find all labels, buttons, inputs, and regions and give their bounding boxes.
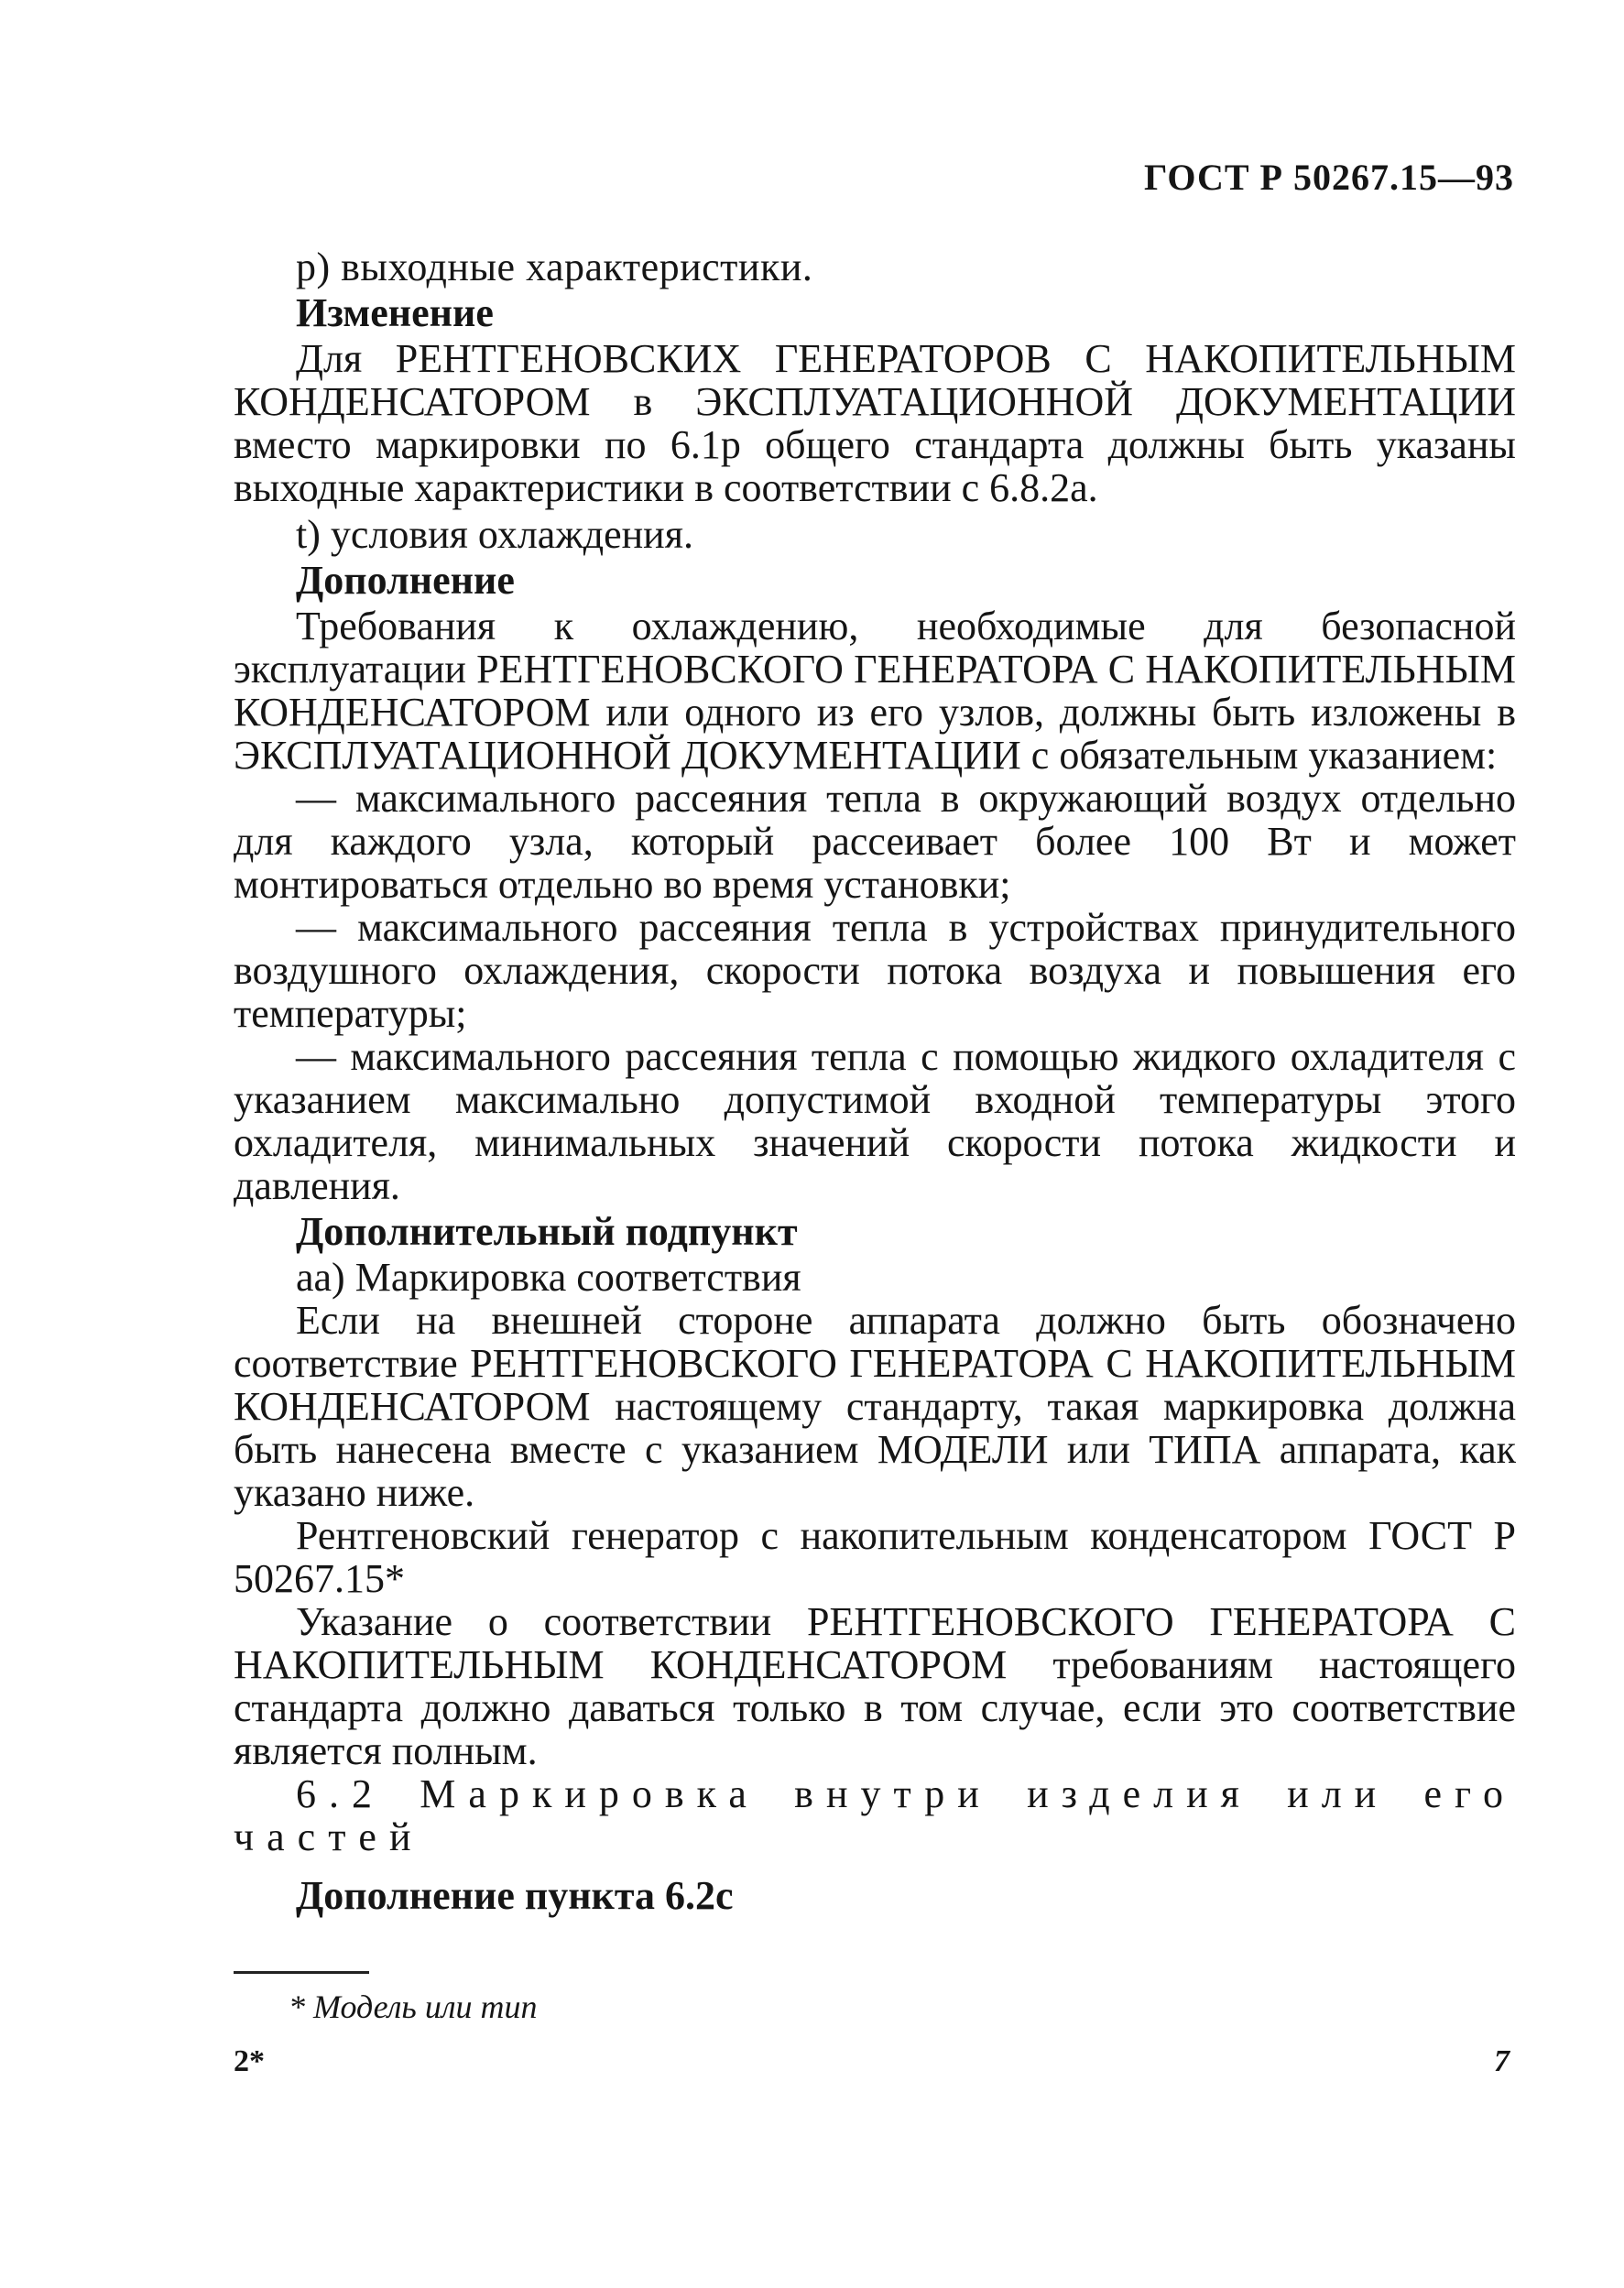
paragraph-conformity-marking: Если на внешней стороне аппарата должно быть обозначено соответствие РЕНТГЕНОВСКОГО ГЕНЕРАТОРА С НАКОПИТЕЛЬНЫМ КОНДЕНСАТОРОМ настоящему стандарту, такая маркировка должна быть нанесена вместе с указанием МОДЕЛИ или ТИПА аппарата, как указано ниже. bbox=[234, 1298, 1516, 1515]
bullet-forced-air-cooling: — максимального рассеяния тепла в устройствах принудительного воздушного охлаждения, скорости потока воздуха и повышения его температуры; bbox=[234, 905, 1516, 1036]
heading-6-2c-addition: Дополнение пункта 6.2с bbox=[296, 1873, 734, 1918]
heading-additional-subitem: Дополнительный подпункт bbox=[296, 1209, 798, 1254]
item-aa-conformity-marking: аа) Маркировка соответствия bbox=[296, 1255, 801, 1300]
paragraph-change: Для РЕНТГЕНОВСКИХ ГЕНЕРАТОРОВ С НАКОПИТЕЛЬНЫМ КОНДЕНСАТОРОМ в ЭКСПЛУАТАЦИОННОЙ ДОКУМЕНТАЦИИ вместо маркировки по 6.1р общего стандарта должны быть указаны выходные характеристики в соответствии с 6.8.2а. bbox=[234, 336, 1516, 510]
heading-addition: Дополнение bbox=[296, 558, 515, 603]
bullet-liquid-cooling: — максимального рассеяния тепла с помощью жидкого охладителя с указанием максимально допустимой входной температуры этого охладителя, минимальных значений скорости потока жидкости и давления. bbox=[234, 1034, 1516, 1208]
section-6-2-title: 6.2 Маркировка внутри изделия или его частей bbox=[234, 1771, 1516, 1859]
document-header: ГОСТ Р 50267.15—93 bbox=[1143, 157, 1514, 198]
marking-example: Рентгеновский генератор с накопительным конденсатором ГОСТ Р 50267.15* bbox=[234, 1513, 1516, 1601]
paragraph-cooling-requirements: Требования к охлаждению, необходимые для безопасной эксплуатации РЕНТГЕНОВСКОГО ГЕНЕРАТОРА С НАКОПИТЕЛЬНЫМ КОНДЕНСАТОРОМ или одного из его узлов, должны быть изложены в ЭКСПЛУАТАЦИОННОЙ ДОКУМЕНТАЦИИ с обязательным указанием: bbox=[234, 604, 1516, 778]
footnote: * Модель или тип bbox=[289, 1988, 538, 2025]
bullet-heat-to-air: — максимального рассеяния тепла в окружающий воздух отдельно для каждого узла, который рассеивает более 100 Вт и может монтироваться отдельно во время установки; bbox=[234, 776, 1516, 907]
page-number: 7 bbox=[1494, 2044, 1510, 2078]
paragraph-conformity-note: Указание о соответствии РЕНТГЕНОВСКОГО ГЕНЕРАТОРА С НАКОПИТЕЛЬНЫМ КОНДЕНСАТОРОМ требованиям настоящего стандарта должно даваться только в том случае, если это соответствие является полным. bbox=[234, 1599, 1516, 1773]
document-body bbox=[234, 245, 1516, 1920]
heading-change: Изменение bbox=[296, 290, 494, 335]
footnote-divider bbox=[234, 1971, 369, 1974]
item-t-cooling-conditions: t) условия охлаждения. bbox=[296, 512, 693, 557]
item-p-output-characteristics: р) выходные характеристики. bbox=[296, 245, 813, 289]
printer-signature-mark: 2* bbox=[234, 2044, 265, 2078]
